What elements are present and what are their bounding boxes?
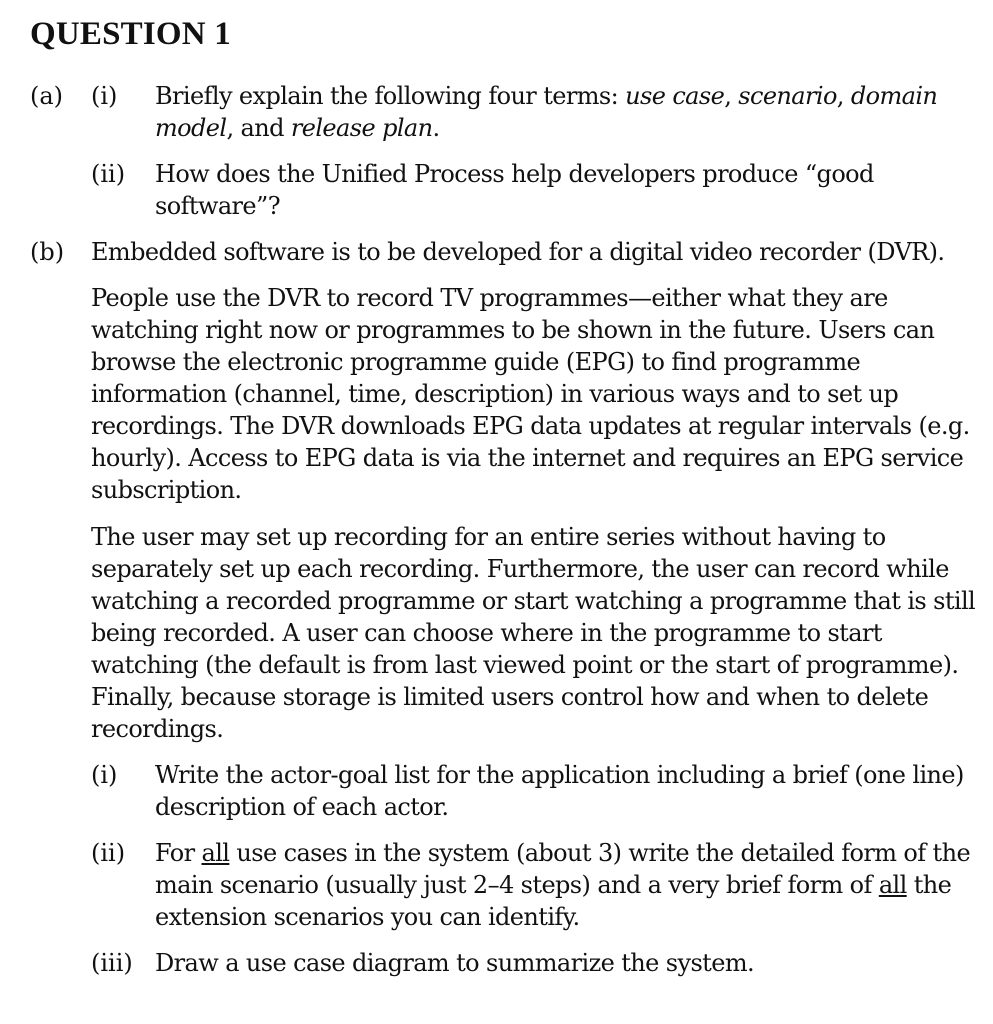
term-use-case: use case [625, 82, 725, 110]
underlined-all: all [878, 871, 907, 899]
underlined-all: all [201, 839, 230, 867]
part-b-iii-label: (iii) [91, 949, 133, 977]
part-b-paragraph-2: The user may set up recording for an entire series without having to separately set up each recording. Furthermore, the user can record while watching a recorded programme or start watching a programme that is still being recorded. A user can choose where in the programme to start watching (the default is from last viewed point or the start of programme). Finally, because storage is limited users control how and when to delete recordings. [91, 523, 976, 743]
part-a-i-label: (i) [91, 82, 118, 110]
term-release-plan: release plan [290, 114, 433, 142]
part-a-ii-label: (ii) [91, 160, 126, 188]
term-domain-model: domain model [155, 82, 938, 142]
term-scenario: scenario [738, 82, 837, 110]
part-a-ii-text: How does the Unified Process help developers produce “good software”? [155, 160, 874, 220]
part-b-i-text: Write the actor-goal list for the application including a brief (one line) description of each actor. [155, 761, 964, 821]
part-b-ii-text: For all use cases in the system (about 3) write the detailed form of the main scenario (usually just 2–4 steps) and a very brief form of all the extension scenarios you can identify. [155, 839, 971, 931]
part-b-paragraph-1: People use the DVR to record TV programmes—either what they are watching right now or programmes to be shown in the future. Users can browse the electronic programme guide (EPG) to find programme information (channel, time, description) in various ways and to set up recordings. The DVR downloads EPG data updates at regular intervals (e.g. hourly). Access to EPG data is via the internet and requires an EPG service subscription. [91, 284, 970, 504]
part-b-iii-text: Draw a use case diagram to summarize the system. [155, 949, 755, 977]
part-a-label: (a) [30, 82, 64, 110]
part-b-ii-label: (ii) [91, 839, 126, 867]
question-heading: QUESTION 1 [30, 16, 231, 52]
part-b-label: (b) [30, 238, 65, 266]
part-b-intro: Embedded software is to be developed for a digital video recorder (DVR). [91, 238, 945, 266]
part-b-i-label: (i) [91, 761, 118, 789]
part-a-i-text: Briefly explain the following four terms: use case, scenario, domain model, and release plan. [155, 82, 938, 142]
